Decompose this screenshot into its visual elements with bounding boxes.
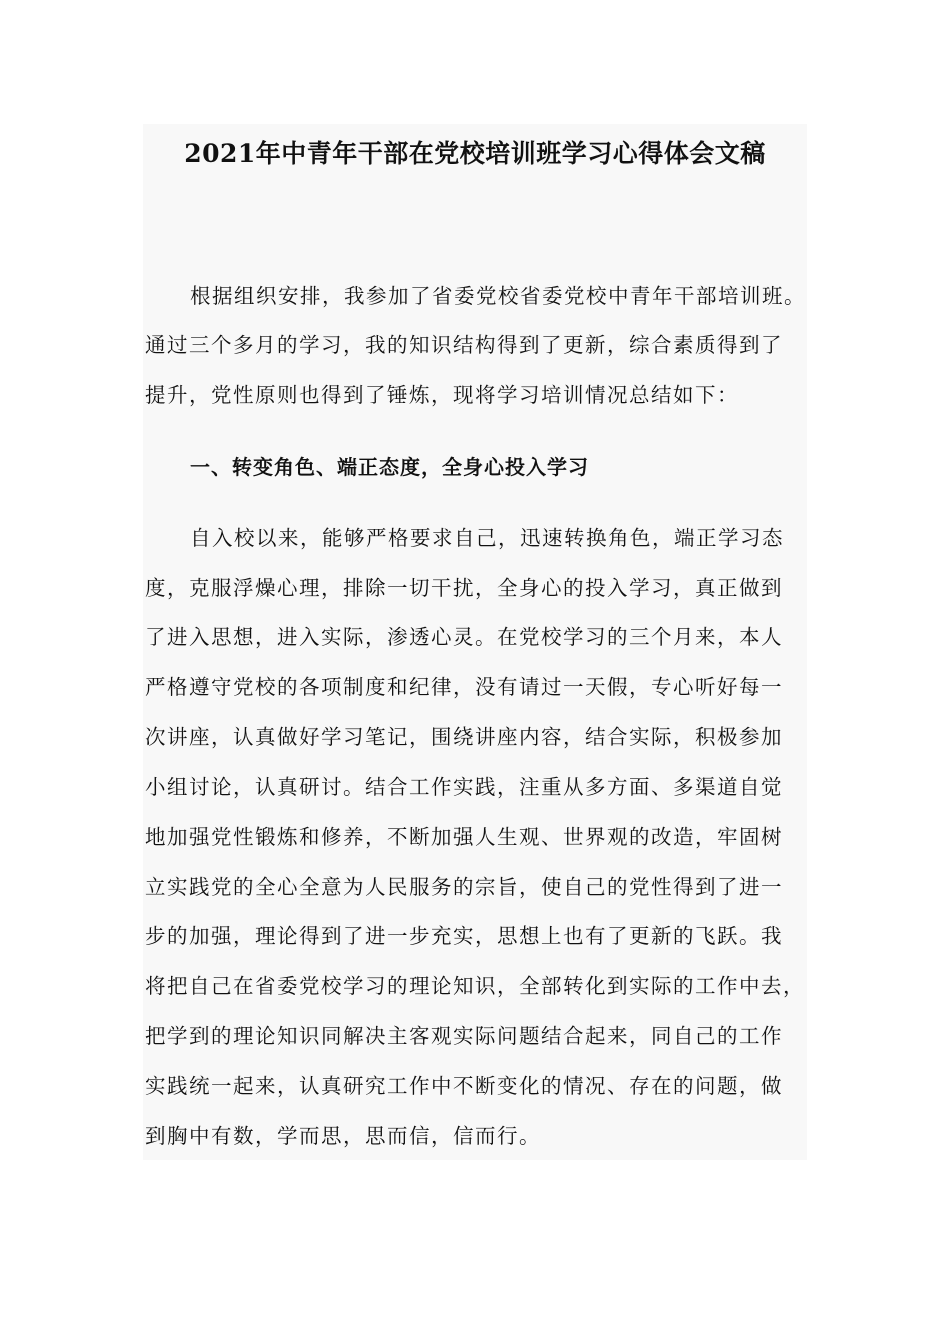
body-line-3: 了进入思想，进入实际，渗透心灵。在党校学习的三个月来，本人	[145, 625, 783, 649]
section-heading: 一、转变角色、端正态度，全身心投入学习	[190, 455, 589, 479]
body-line-5: 次讲座，认真做好学习笔记，围绕讲座内容，结合实际，积极参加	[145, 725, 783, 749]
body-line-2: 度，克服浮燥心理，排除一切干扰，全身心的投入学习，真正做到	[145, 576, 783, 600]
body-line-6: 小组讨论，认真研讨。结合工作实践，注重从多方面、多渠道自觉	[145, 775, 783, 799]
body-line-8: 立实践党的全心全意为人民服务的宗旨，使自己的党性得到了进一	[145, 875, 783, 899]
body-line-11: 把学到的理论知识同解决主客观实际问题结合起来，同自己的工作	[145, 1024, 783, 1048]
body-line-10: 将把自己在省委党校学习的理论知识，全部转化到实际的工作中去，	[145, 974, 805, 998]
body-line-13: 到胸中有数，学而思，思而信，信而行。	[145, 1124, 541, 1148]
body-line-7: 地加强党性锻炼和修养，不断加强人生观、世界观的改造，牢固树	[145, 825, 783, 849]
body-line-1: 自入校以来，能够严格要求自己，迅速转换角色，端正学习态	[190, 526, 784, 550]
body-line-9: 步的加强，理论得到了进一步充实，思想上也有了更新的飞跃。我	[145, 924, 783, 948]
document-title: 2021年中青年干部在党校培训班学习心得体会文稿	[184, 139, 766, 168]
body-line-4: 严格遵守党校的各项制度和纪律，没有请过一天假，专心听好每一	[145, 675, 783, 699]
body-line-12: 实践统一起来，认真研究工作中不断变化的情况、存在的问题，做	[145, 1074, 783, 1098]
intro-line-2: 通过三个多月的学习，我的知识结构得到了更新，综合素质得到了	[145, 333, 783, 357]
intro-line-3: 提升，党性原则也得到了锤炼，现将学习培训情况总结如下：	[145, 383, 739, 407]
intro-line-1: 根据组织安排，我参加了省委党校省委党校中青年干部培训班。	[190, 284, 806, 308]
